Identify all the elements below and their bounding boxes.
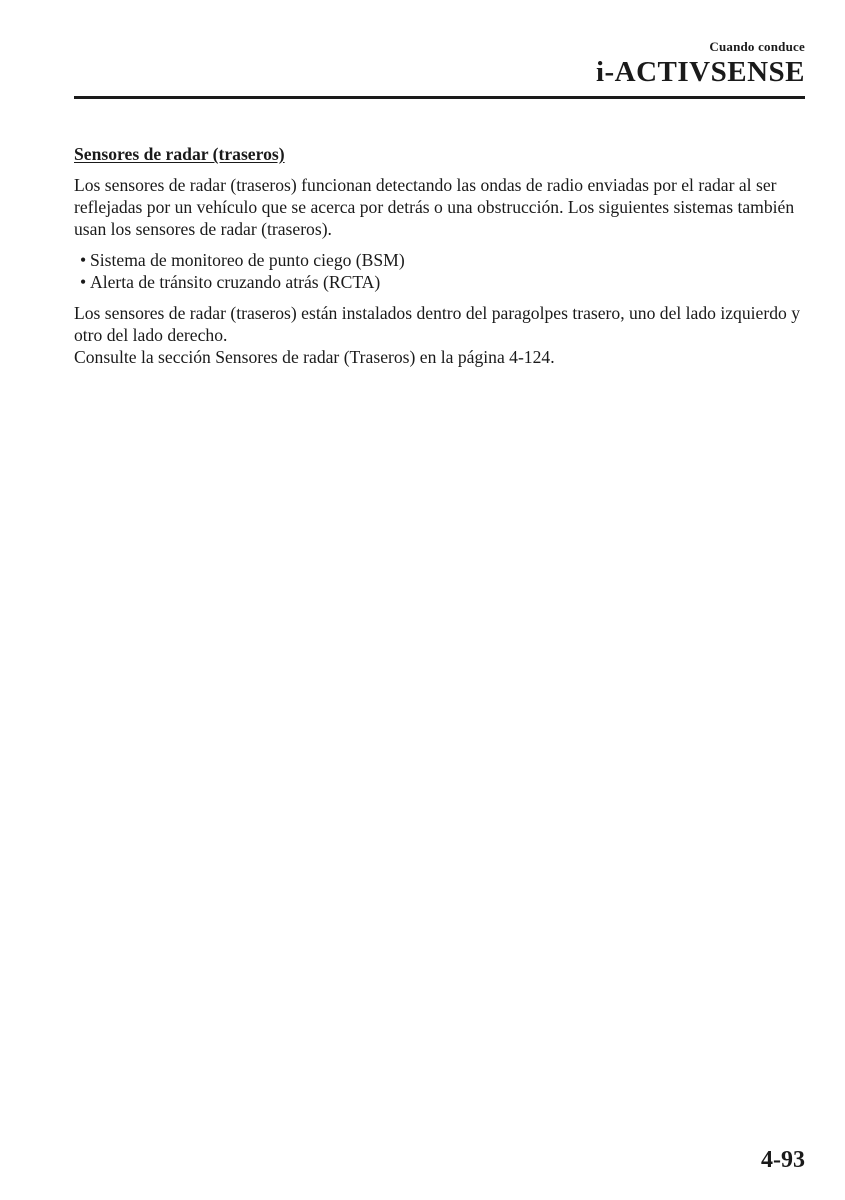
list-item — [80, 249, 809, 271]
location-paragraph: Los sensores de radar (traseros) están instalados dentro del paragolpes trasero, uno del lado izquierdo y otro del lado derecho. — [74, 303, 800, 345]
section-label: Cuando conduce — [709, 39, 805, 54]
bullet-icon: • — [80, 250, 87, 270]
header-divider — [74, 96, 805, 99]
reference-paragraph: Consulte la sección Sensores de radar (Traseros) en la página 4-124. — [74, 347, 555, 367]
section-heading: Sensores de radar (traseros) — [74, 144, 285, 164]
intro-paragraph: Los sensores de radar (traseros) funcionan detectando las ondas de radio enviadas por el radar al ser reflejadas por un vehículo que se acerca por detrás o una obstrucción. Los siguientes sistemas también usan los sensores de radar (traseros). — [74, 175, 795, 239]
page-number: 4-93 — [761, 1147, 805, 1173]
page-header — [596, 40, 805, 88]
chapter-title: i-ACTIVSENSE — [595, 56, 805, 88]
bullet-icon: • — [80, 272, 87, 292]
systems-list — [74, 249, 809, 293]
list-item-text: Sistema de monitoreo de punto ciego (BSM) — [90, 250, 405, 270]
main-content — [74, 143, 809, 377]
list-item-text: Alerta de tránsito cruzando atrás (RCTA) — [90, 272, 381, 292]
list-item — [80, 271, 809, 293]
